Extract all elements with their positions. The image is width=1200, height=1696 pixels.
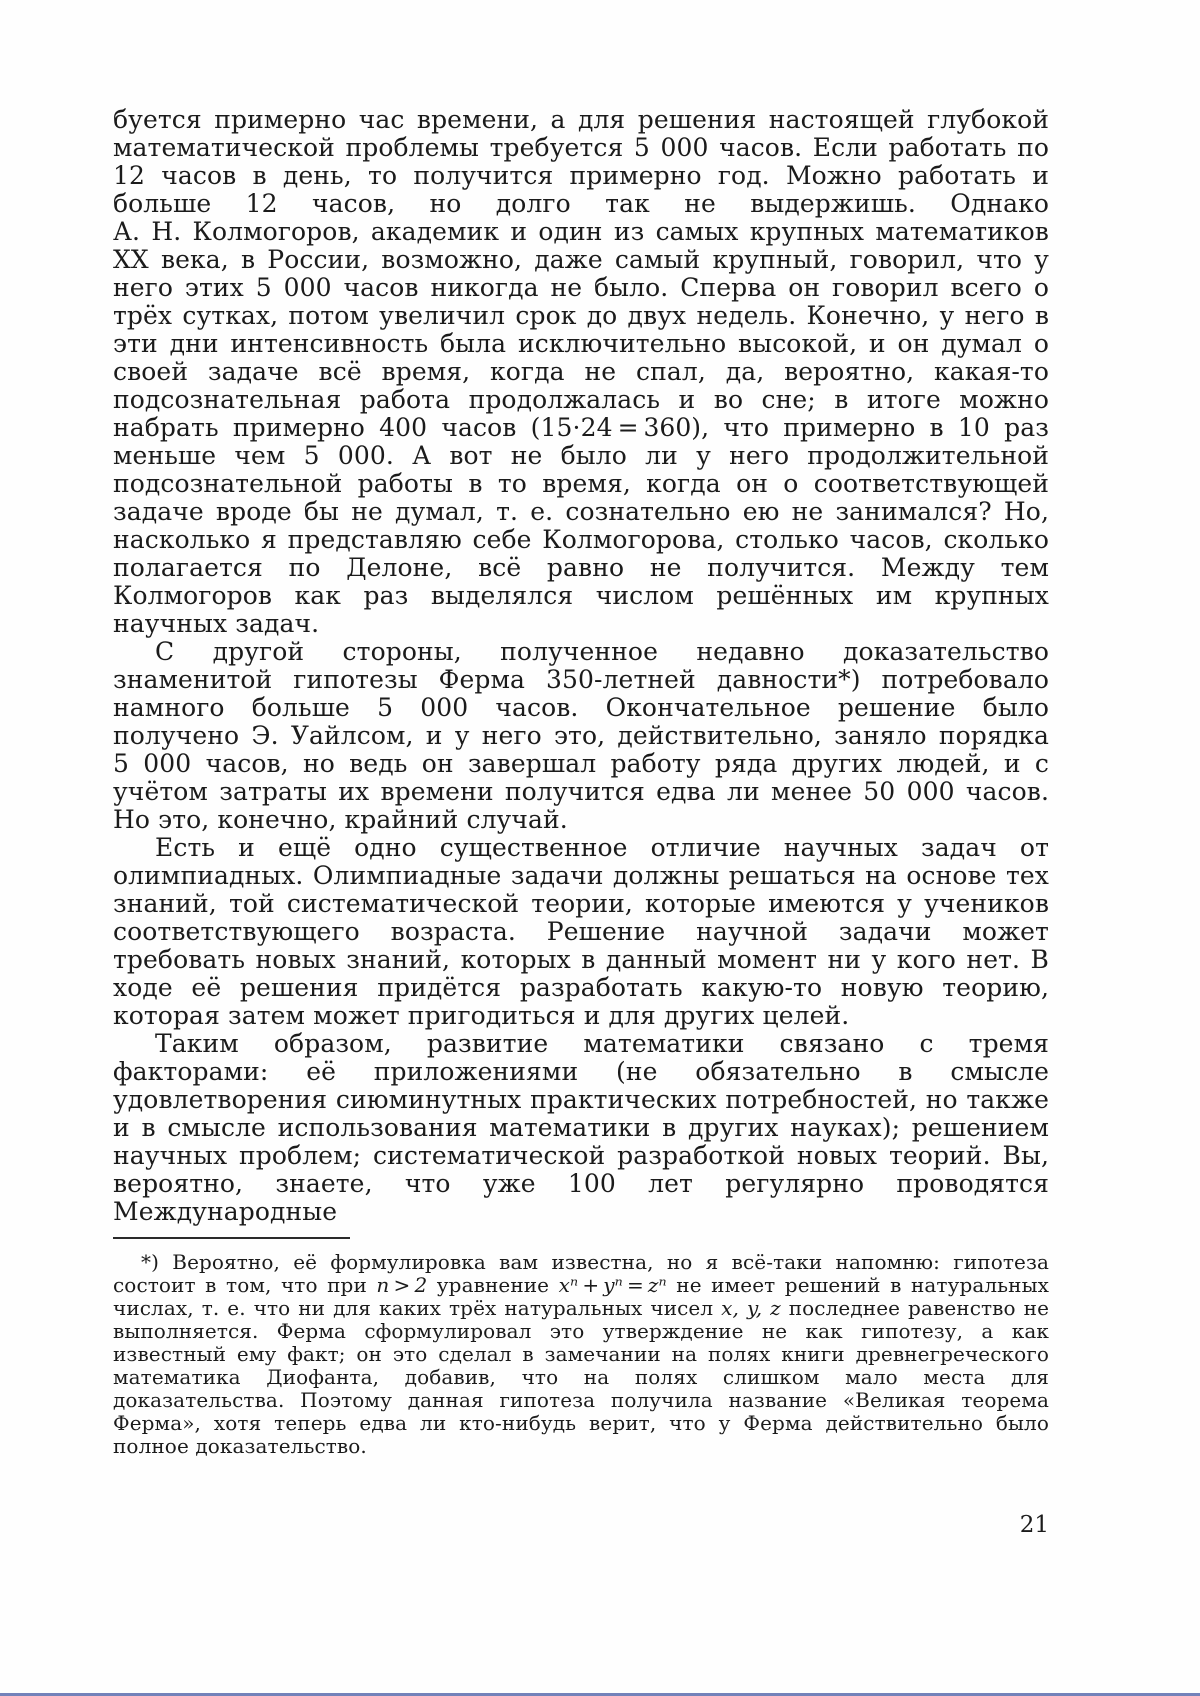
- text-content: [113, 106, 1049, 1458]
- footnote: [113, 1251, 1049, 1458]
- body-text: [113, 106, 1049, 1226]
- paragraph-3: Есть и ещё одно существенное отличие научных задач от олимпиадных. Олимпиадные задачи должны решаться на основе тех знаний, той систематической теории, которые имеются у учеников соответствующего возраста. Решение научной задачи может требовать новых знаний, которых в данный момент ни у кого нет. В ходе её решения придётся разработать какую-то новую теорию, которая затем может пригодиться и для других целей.: [113, 833, 1049, 1030]
- footnote-text-segment: не имеет решений в натуральных числах, т. е. что ни для каких трёх натуральных чисел: [113, 1273, 1049, 1320]
- footnote-text-segment: последнее равенство не выполняется. Ферма сформулировал это утверждение не как гипотезу, а как известный ему факт; он это сделал в замечании на полях книги древнегреческого математика Диофанта, добавив, что на полях слишком мало места для доказательства. Поэтому данная гипотеза получила название «Великая теорема Ферма», хотя теперь едва ли кто-нибудь верит, что у Ферма действительно было полное доказательство.: [113, 1296, 1049, 1458]
- footnote-marker: *): [141, 1250, 160, 1274]
- footnote-text-segment: уравнение: [427, 1273, 559, 1297]
- math-inequality: n > 2: [376, 1273, 428, 1297]
- paragraph-1: буется примерно час времени, а для решения настоящей глубокой математической проблемы требуется 5 000 часов. Если работать по 12 часов в день, то получится примерно год. Можно работать и больше 12 часов, но долго так не выдержишь. Однако А. Н. Колмогоров, академик и один из самых крупных математиков XX века, в России, возможно, даже самый крупный, говорил, что у него этих 5 000 часов никогда не было. Сперва он говорил всего о трёх сутках, потом увеличил срок до двух недель. Конечно, у него в эти дни интенсивность была исключительно высокой, и он думал о своей задаче всё время, когда не спал, да, вероятно, какая-то подсознательная работа продолжалась и во сне; в итоге можно набрать примерно 400 часов (15·24 = 360), что примерно в 10 раз меньше чем 5 000. А вот не было ли у него продолжительной подсознательной работы в то время, когда он о соответствующей задаче вроде бы не думал, т. е. сознательно ею не занимался? Но, насколько я представляю себе Колмогорова, столько часов, сколько полагается по Делоне, всё равно не получится. Между тем Колмогоров как раз выделялся числом решённых им крупных научных задач.: [113, 105, 1049, 638]
- footnote-text-segment: Вероятно, её формулировка вам известна, но я всё-таки напомню: гипотеза состоит в том, что при: [113, 1250, 1049, 1297]
- footnote-rule: [113, 1237, 350, 1239]
- footnote-area: [113, 1237, 1049, 1458]
- math-variables: x, y, z: [721, 1296, 781, 1320]
- paragraph-2: С другой стороны, полученное недавно доказательство знаменитой гипотезы Ферма 350-летней давности*) потребовало намного больше 5 000 часов. Окончательное решение было получено Э. Уайлсом, и у него это, действительно, заняло порядка 5 000 часов, но ведь он завершал работу ряда других людей, и с учётом затраты их времени получится едва ли менее 50 000 часов. Но это, конечно, крайний случай.: [113, 637, 1049, 834]
- page-number: 21: [1019, 1512, 1049, 1538]
- math-fermat-equation: xⁿ + yⁿ = zⁿ: [558, 1273, 667, 1297]
- paragraph-4: Таким образом, развитие математики связано с тремя факторами: её приложениями (не обязательно в смысле удовлетворения сиюминутных практических потребностей, но также и в смысле использования математики в других науках); решением научных проблем; систематической разработкой новых теорий. Вы, вероятно, знаете, что уже 100 лет регулярно проводятся Международные: [113, 1029, 1049, 1226]
